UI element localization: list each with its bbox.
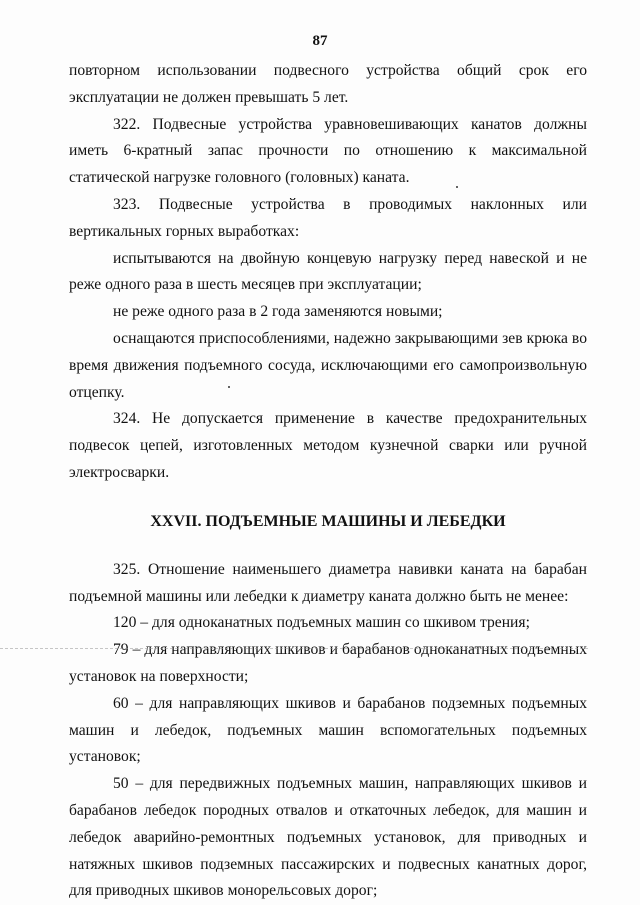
paragraph: 60 – для направляющих шкивов и барабанов подземных подъемных машин и лебедок, подъемных машин вспомогательных подъемных установок; bbox=[69, 694, 587, 766]
paragraph: 323. Подвесные устройства в проводимых наклонных или вертикальных горных выработках: bbox=[69, 195, 587, 240]
page-number: 87 bbox=[312, 33, 328, 49]
paragraph: 325. Отношение наименьшего диаметра навивки каната на барабан подъемной машины или лебедки к диаметру каната должно быть не менее: bbox=[69, 560, 587, 605]
paragraph: испытываются на двойную концевую нагрузку перед навеской и не реже одного раза в шесть месяцев при эксплуатации; bbox=[69, 249, 587, 294]
scan-artifact-line bbox=[0, 648, 588, 649]
paragraph: не реже одного раза в 2 года заменяются новыми; bbox=[113, 303, 443, 321]
paragraph: 50 – для передвижных подъемных машин, направляющих шкивов и барабанов лебедок породных отвалов и откаточных лебедок, для машин и лебедок аварийно-ремонтных подъемных установок, для приводных и натяжных шкивов подземных пассажирских и подвесных канатных дорог, для приводных шкивов монорельсовых дорог; bbox=[69, 775, 587, 900]
scan-speck bbox=[228, 386, 230, 388]
paragraph: 322. Подвесные устройства уравновешивающих канатов должны иметь 6-кратный запас прочности по отношению к максимальной статической нагрузке головного (головных) каната. bbox=[69, 115, 587, 187]
paragraph: повторном использовании подвесного устройства общий срок его эксплуатации не должен превышать 5 лет. bbox=[69, 62, 587, 106]
section-heading: XXVII. ПОДЪЕМНЫЕ МАШИНЫ И ЛЕБЕДКИ bbox=[150, 512, 506, 530]
paragraph: 79 – для направляющих шкивов и барабанов одноканатных подъемных установок на поверхности; bbox=[69, 641, 587, 685]
scan-speck bbox=[456, 186, 458, 188]
document-body bbox=[69, 58, 587, 905]
paragraph: оснащаются приспособлениями, надежно закрывающими зев крюка во время движения подъемного сосуда, исключающими его самопроизвольную отцепку. bbox=[69, 329, 587, 401]
paragraph: 324. Не допускается применение в качестве предохранительных подвесок цепей, изготовленных методом кузнечной сварки или ручной электросварки. bbox=[69, 410, 587, 481]
paragraph: 120 – для одноканатных подъемных машин со шкивом трения; bbox=[113, 614, 530, 632]
